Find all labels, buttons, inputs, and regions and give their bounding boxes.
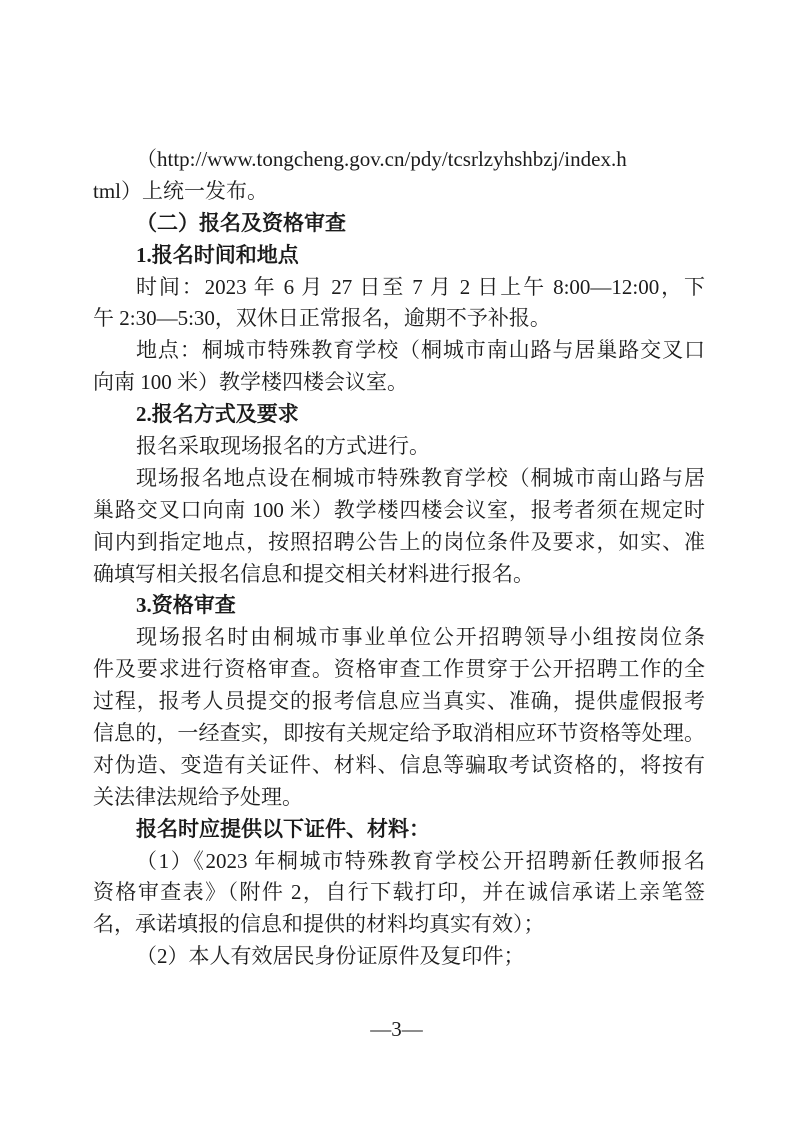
text-line: 2.报名方式及要求	[136, 402, 299, 427]
text-line: 向南 100 米）教学楼四楼会议室。	[93, 370, 408, 395]
text-line: 报名采取现场报名的方式进行。	[136, 434, 430, 459]
text-line: 1.报名时间和地点	[136, 242, 299, 267]
text-line: （1）《2023 年桐城市特殊教育学校公开招聘新任教师报名	[136, 848, 705, 873]
text-line: 过程，报考人员提交的报考信息应当真实、准确，提供虚假报考	[93, 689, 705, 714]
text-line: 时间：2023 年 6 月 27 日至 7 月 2 日上午 8:00—12:00，下	[136, 274, 705, 299]
text-line: 3.资格审查	[136, 593, 236, 618]
text-line: tml）上统一发布。	[93, 178, 269, 203]
document-body	[93, 144, 705, 973]
text-line: 件及要求进行资格审查。资格审查工作贯穿于公开招聘工作的全	[93, 657, 705, 682]
page-footer	[0, 1013, 793, 1045]
text-line: 巢路交叉口向南 100 米）教学楼四楼会议室，报考者须在规定时	[93, 497, 705, 522]
text-line: 确填写相关报名信息和提交相关材料进行报名。	[93, 561, 534, 586]
text-line: 资格审查表》（附件 2，自行下载打印，并在诚信承诺上亲笔签	[93, 880, 705, 905]
text-line: （2）本人有效居民身份证原件及复印件；	[136, 944, 525, 969]
text-line: 地点：桐城市特殊教育学校（桐城市南山路与居巢路交叉口	[136, 338, 705, 363]
text-line: （二）报名及资格审查	[136, 210, 346, 235]
text-line: （http://www.tongcheng.gov.cn/pdy/tcsrlzyhshbzj/index.h	[136, 147, 627, 171]
text-line: 名，承诺填报的信息和提供的材料均真实有效）；	[93, 912, 545, 937]
page-number: —3—	[370, 1017, 423, 1041]
text-line: 现场报名地点设在桐城市特殊教育学校（桐城市南山路与居	[136, 465, 705, 490]
text-line: 午 2:30—5:30，双休日正常报名，逾期不予补报。	[93, 306, 551, 331]
text-line: 对伪造、变造有关证件、材料、信息等骗取考试资格的，将按有	[93, 752, 705, 777]
text-line: 信息的，一经查实，即按有关规定给予取消相应环节资格等处理。	[93, 721, 705, 746]
text-line: 关法律法规给予处理。	[93, 784, 303, 809]
text-line: 报名时应提供以下证件、材料：	[136, 816, 430, 841]
text-line: 现场报名时由桐城市事业单位公开招聘领导小组按岗位条	[136, 625, 705, 650]
text-line: 间内到指定地点，按照招聘公告上的岗位条件及要求，如实、准	[93, 529, 705, 554]
